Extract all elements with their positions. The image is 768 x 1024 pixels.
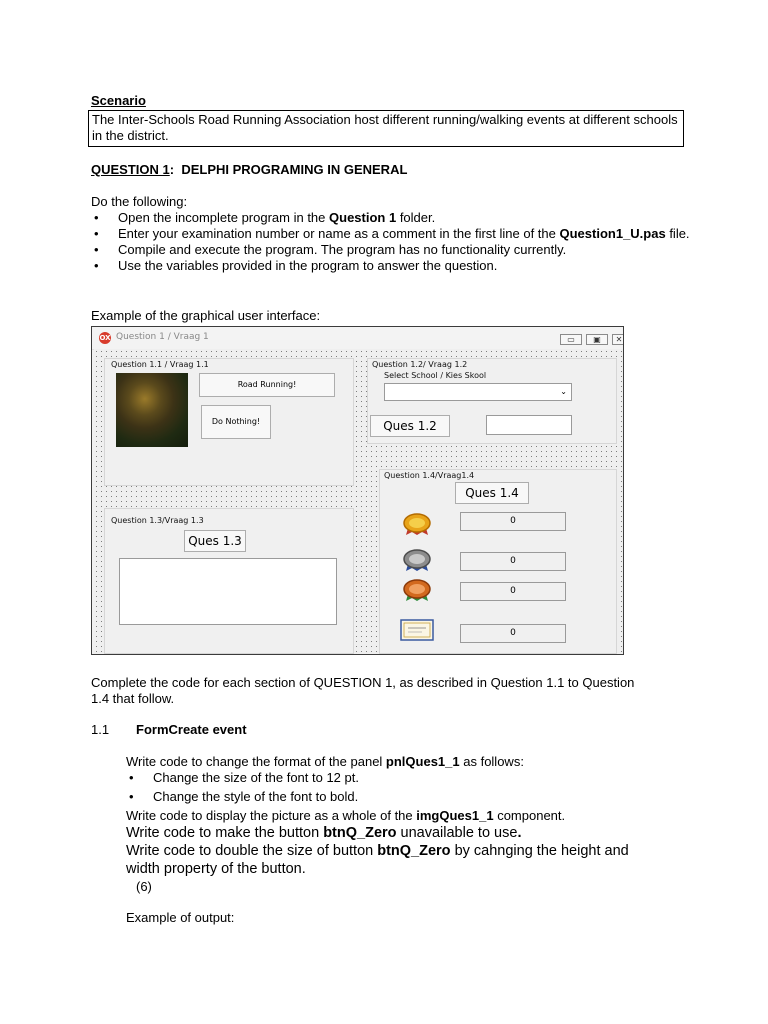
close-icon[interactable]: ✕ [612,334,624,345]
para-text: Write code to change the format of the panel [126,754,386,769]
bullet: • [94,226,99,241]
bullet: • [94,210,99,225]
question-label: QUESTION 1 [91,162,170,177]
panel-question-1-3 [104,508,354,654]
para-bold: btnQ_Zero [377,843,451,859]
list-item [91,210,691,226]
school-combobox[interactable] [384,383,572,401]
para-text: by cahnging the height and width property of the button. [126,843,629,877]
instructions-intro: Do the following: [91,194,188,209]
panel-caption: Question 1.4/Vraag1.4 [384,471,475,480]
complete-text: Complete the code for each section of QUESTION 1, as described in Question 1.1 to Question 1.4 that follow. [91,675,635,706]
section-paragraph-3 [126,824,521,842]
item-text: Open the incomplete program in the [118,210,330,225]
ques-1-2-button[interactable]: Ques 1.2 [370,415,450,437]
certificate-count-field[interactable]: 0 [460,624,566,643]
panel-caption: Question 1.3/Vraag 1.3 [111,516,204,525]
para-text: Write code to display the picture as a whole of the [126,808,417,823]
item-bold: Question 1 [329,210,397,225]
item-text: file. [665,226,690,241]
question-heading [91,162,407,178]
gold-medal-icon [402,512,432,536]
ques-1-3-memo[interactable] [119,558,337,625]
question-colon: : [169,162,175,177]
panel-question-1-4 [379,469,617,654]
section-paragraph-1 [126,754,524,770]
para-bold: btnQ_Zero [323,825,397,841]
panel-caption: Question 1.1 / Vraag 1.1 [111,360,209,369]
list-item [91,242,691,258]
ques-1-3-button[interactable]: Ques 1.3 [184,530,246,552]
item-text: Compile and execute the program. The program has no functionality currently. [118,242,567,257]
para-text: Write code to double the size of button [126,843,378,859]
example-output-label: Example of output: [126,910,235,925]
section-title: FormCreate event [136,722,247,737]
marks: (6) [136,879,152,894]
para-text: component. [493,808,566,823]
section-paragraph-4 [126,842,666,878]
scenario-text: The Inter-Schools Road Running Association host different running/walking events at different schools in the district. [92,112,678,143]
form-client-area [94,349,623,654]
restore-icon[interactable]: ▣ [586,334,608,345]
delphi-form-window [91,326,624,655]
item-text: Change the style of the font to bold. [153,789,359,804]
road-running-button[interactable]: Road Running! [199,373,335,397]
chevron-down-icon[interactable]: ⌄ [560,387,567,396]
image-qeus1-1 [116,373,188,447]
bullet: • [129,770,134,785]
minimize-icon[interactable]: ▭ [560,334,582,345]
silver-count-field[interactable]: 0 [460,552,566,571]
list-item [126,770,646,786]
para-bold: imgQues1_1 [416,808,494,823]
bronze-count-field[interactable]: 0 [460,582,566,601]
format-list [126,770,646,805]
do-nothing-button[interactable]: Do Nothing! [201,405,271,439]
scenario-heading: Scenario [91,93,146,108]
panel-caption: Question 1.2/ Vraag 1.2 [372,360,468,369]
bullet: • [94,242,99,257]
item-bold: Question1_U.pas [559,226,666,241]
para-bold: . [517,825,522,841]
panel-question-1-1 [104,358,354,486]
instructions-list [91,210,691,274]
ques-1-2-output-edit[interactable] [486,415,572,435]
item-text: Change the size of the font to 12 pt. [153,770,359,785]
bronze-medal-icon [402,578,432,602]
bullet: • [129,789,134,804]
window-titlebar [92,327,623,350]
para-text: as follows: [459,754,524,769]
select-school-label: Select School / Kies Skool [384,371,487,380]
certificate-icon [400,618,434,642]
silver-medal-icon [402,548,432,572]
para-bold: pnlQues1_1 [385,754,460,769]
app-icon: OX [99,334,111,342]
list-item [91,258,691,274]
para-text: unavailable to use [396,825,518,841]
section-paragraph-2 [126,808,565,824]
example-gui-label: Example of the graphical user interface: [91,308,321,323]
list-item [126,789,646,805]
question-title: DELPHI PROGRAMING IN GENERAL [181,162,408,177]
list-item [91,226,691,242]
item-text: Use the variables provided in the program to answer the question. [118,258,498,273]
para-text: Write code to make the button [126,825,324,841]
panel-question-1-2 [367,358,617,444]
scenario-box [88,110,684,147]
window-title: Question 1 / Vraag 1 [116,332,209,342]
section-number: 1.1 [91,722,110,737]
ques-1-4-button[interactable]: Ques 1.4 [455,482,529,504]
gold-count-field[interactable]: 0 [460,512,566,531]
item-text: Enter your examination number or name as a comment in the first line of the [118,226,560,241]
bullet: • [94,258,99,273]
item-text: folder. [396,210,436,225]
